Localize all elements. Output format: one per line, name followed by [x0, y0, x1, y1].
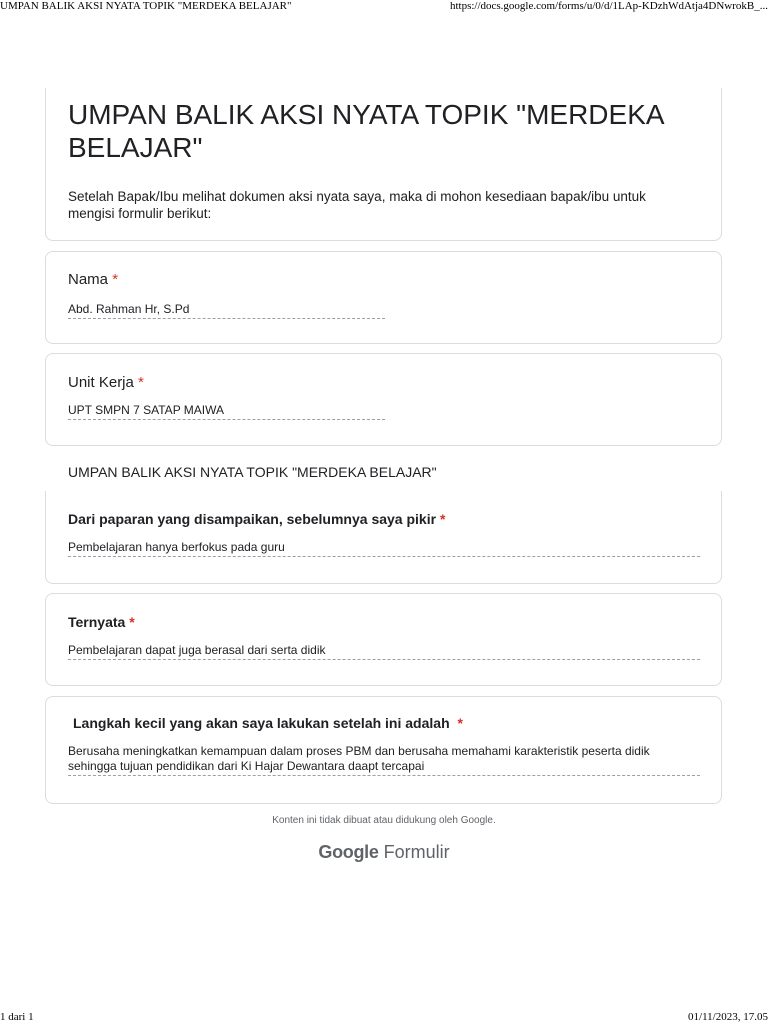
brand-google: Google: [318, 842, 379, 862]
required-asterisk: *: [439, 511, 446, 527]
form-description: Setelah Bapak/Ibu melihat dokumen aksi nyata saya, maka di mohon kesediaan bapak/ibu untuk mengisi formulir berikut:: [68, 189, 646, 221]
google-forms-logo: [0, 842, 768, 863]
question-label-text: Ternyata: [68, 614, 126, 630]
required-asterisk: *: [112, 271, 119, 288]
answer-nama[interactable]: Abd. Rahman Hr, S.Pd: [68, 302, 385, 319]
brand-product: Formulir: [383, 842, 450, 862]
question-label: [68, 511, 445, 527]
question-label-text: Unit Kerja: [68, 374, 134, 391]
question-label-text: Dari paparan yang disampaikan, sebelumnya saya pikir: [68, 511, 437, 527]
question-label: [68, 374, 144, 391]
answer-ternyata[interactable]: Pembelajaran dapat juga berasal dari serta didik: [68, 643, 700, 660]
question-card-sebelumnya: [45, 491, 722, 584]
question-card-ternyata: [45, 593, 722, 686]
answer-unit-kerja[interactable]: UPT SMPN 7 SATAP MAIWA: [68, 403, 385, 420]
print-page-number: 1 dari 1: [0, 1011, 34, 1023]
required-asterisk: *: [129, 614, 135, 630]
form-title-card: [45, 88, 722, 241]
required-asterisk: *: [457, 715, 463, 731]
question-label-text: Nama: [68, 271, 109, 288]
question-card-nama: [45, 251, 722, 344]
answer-sebelumnya[interactable]: Pembelajaran hanya berfokus pada guru: [68, 540, 700, 557]
question-label: [73, 715, 463, 731]
print-datetime: 01/11/2023, 17.05: [688, 1011, 768, 1023]
print-header: [0, 0, 768, 14]
section-title: UMPAN BALIK AKSI NYATA TOPIK "MERDEKA BELAJAR": [68, 464, 437, 480]
print-header-title: UMPAN BALIK AKSI NYATA TOPIK "MERDEKA BELAJAR": [0, 0, 292, 12]
form-title: UMPAN BALIK AKSI NYATA TOPIK "MERDEKA BELAJAR": [68, 99, 664, 163]
question-label: [68, 614, 135, 630]
google-disclaimer: Konten ini tidak dibuat atau didukung oleh Google.: [272, 815, 496, 826]
question-label: [68, 271, 118, 288]
question-card-langkah-kecil: [45, 696, 722, 804]
print-footer: [0, 1010, 768, 1024]
answer-langkah-kecil[interactable]: Berusaha meningkatkan kemampuan dalam proses PBM dan berusaha memahami karakteristik peserta didik sehingga tujuan pendidikan dari Ki Hajar Dewantara daapt tercapai: [68, 744, 700, 776]
required-asterisk: *: [138, 374, 144, 391]
question-label-text: Langkah kecil yang akan saya lakukan setelah ini adalah: [73, 715, 450, 731]
question-card-unit-kerja: [45, 353, 722, 446]
print-header-url: https://docs.google.com/forms/u/0/d/1LAp-KDzhWdAtja4DNwrokB_...: [449, 0, 768, 12]
